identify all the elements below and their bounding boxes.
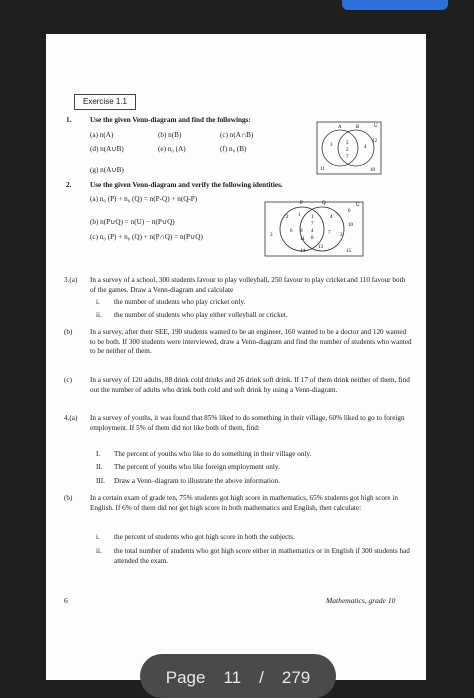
q2-venn-label-q: Q: [322, 201, 326, 206]
q1-venn-n7: 12: [372, 139, 377, 144]
q1-b: (b) n(B): [158, 131, 182, 139]
q1-d: (d) n(A∪B): [90, 145, 124, 153]
q2-venn-v12: 7: [328, 231, 331, 236]
q1-venn-n6: 11: [320, 167, 325, 172]
q1-title: Use the given Venn-diagram and find the followings:: [90, 116, 251, 124]
q2-title: Use the given Venn-diagram and verify the following identities.: [90, 181, 283, 189]
q1-venn-label-u: U: [374, 124, 378, 129]
q2-venn-v11: 9: [300, 229, 303, 234]
q1-number: 1.: [66, 116, 72, 124]
footer-book-title: Mathematics, grade 10: [326, 596, 396, 605]
page-indicator[interactable]: [140, 654, 336, 698]
q3a-number: 3.(a): [64, 276, 78, 284]
q2-c: (c) n₀ (P) + n₀ (Q) + n(P∩Q) = n(P∪Q): [90, 233, 203, 241]
q2-venn-v2: 1: [298, 213, 301, 218]
q4a-i-text: The percent of youths who like to do something in their village only.: [114, 450, 312, 458]
q3b-text: In a survey, after their SEE, 190 students wanted to be an engineer, 160 wanted to be a doctor and 120 wanted to be both. If 300 students were interviewed, draw a Venn-diagram and find the number of students who wanted to be neither of them.: [90, 328, 412, 356]
q2-venn-v16: 14: [300, 249, 305, 254]
q3a-ii-number: ii.: [96, 311, 102, 319]
q1-venn-n3: 2: [346, 148, 349, 153]
q2-venn-v9: 10: [348, 223, 353, 228]
q3b-number: (b): [64, 328, 73, 336]
q4a-i-number: I.: [96, 450, 101, 458]
page-indicator-separator: /: [259, 668, 264, 687]
q1-venn-n2: 5: [346, 141, 349, 146]
q2-venn-v6: 4: [330, 215, 333, 220]
q2-venn-v15: 13: [318, 245, 323, 250]
q2-venn-v5: 4: [311, 229, 314, 234]
q1-c: (c) n(A∩B): [220, 131, 254, 139]
q4b-ii-number: ii.: [96, 547, 102, 555]
q2-venn-v3: 1: [311, 215, 314, 220]
q1-f: (f) n₀ (B): [220, 145, 247, 153]
q2-venn-v17: 15: [346, 249, 351, 254]
q2-venn-v4: 7: [311, 222, 314, 227]
q2-venn-v8: 8: [311, 236, 314, 241]
q4b-i-text: the percent of students who got high score in both the subjects.: [114, 533, 295, 541]
q1-venn-label-a: A: [338, 125, 342, 130]
q2-venn-v10: 11: [300, 237, 305, 242]
q4a-number: 4.(a): [64, 414, 78, 422]
q2-venn-label-u: U: [356, 203, 360, 208]
q1-venn-n1: 3: [330, 143, 333, 148]
q4a-ii-number: II.: [96, 463, 103, 471]
q2-venn-v7: 6: [290, 229, 293, 234]
q1-venn-n8: 10: [370, 168, 375, 173]
q3a-text: In a survey of a school, 300 students favour to play volleyball, 250 favour to play cricket and 110 favour both of the games. Draw a Venn-diagram and calculate: [90, 276, 406, 294]
top-action-button[interactable]: [342, 0, 448, 10]
q2-venn-label-p: P: [300, 201, 303, 206]
viewer-top-bar: [0, 0, 474, 34]
q2-venn-v1: 2: [286, 215, 289, 220]
page-indicator-current: 11: [223, 668, 242, 687]
q1-e: (e) n₀ (A): [158, 145, 186, 153]
q4a-iii-number: III.: [96, 477, 105, 485]
q2-venn-diagram: [264, 196, 364, 258]
q3a-ii-text: the number of students who play either volleyball or cricket.: [114, 311, 288, 319]
q2-venn-v18: 0: [348, 209, 351, 214]
q4a-ii-text: The percent of youths who like foreign employment only.: [114, 463, 280, 471]
q4b-text: In a certain exam of grade ten, 75% students got high score in mathematics, 65% students got high score in English. If 6% of them did not get high score in both mathematics and English, then calculate:: [90, 494, 398, 512]
page-indicator-total: 279: [281, 668, 311, 687]
q1-g: (g) n(A∪B): [90, 166, 124, 174]
exercise-heading: Exercise 1.1: [74, 94, 136, 110]
q2-number: 2.: [66, 181, 72, 189]
q3a-i-number: i.: [96, 298, 100, 306]
q1-venn-n5: 7: [346, 155, 349, 160]
q2-venn-v13: 2: [340, 233, 343, 238]
q2-a: (a) n₀ (P) + n₀ (Q) = n(P-Q) + n(Q-P): [90, 195, 198, 203]
q4a-iii-text: Draw a Venn–diagram to illustrate the above information.: [114, 477, 280, 485]
q2-b: (b) n(P∪Q) = n(U) − n(P∪Q): [90, 218, 175, 226]
document-page: [46, 34, 426, 680]
page-indicator-word: Page: [165, 668, 206, 687]
q1-venn-n4: 4: [364, 145, 367, 150]
q1-a: (a) n(A): [90, 131, 114, 139]
footer-page-number: 6: [64, 596, 68, 605]
q4b-i-number: i.: [96, 533, 100, 541]
q4b-number: (b): [64, 494, 73, 502]
q3c-number: (c): [64, 376, 72, 384]
q4a-text: In a survey of youths, it was found that 85% liked to do something in their village, 60% liked to go to foreign employment. If 5% of them did not like both of them, find:: [90, 414, 405, 432]
q4b-ii-text: the total number of students who got high score either in mathematics or in English if 300 students had attended the exam.: [114, 547, 410, 565]
q3a-i-text: the number of students who play cricket only.: [114, 298, 246, 306]
q3c-text: In a survey of 120 adults, 88 drink cold drinks and 26 drink soft drink. If 17 of them drink neither of them, find out the number of adults who drink both cold and soft drink by using a Venn-diagram.: [90, 376, 410, 394]
q2-venn-v14: 3: [270, 233, 273, 238]
q1-venn-diagram: [316, 118, 382, 176]
q1-venn-label-b: B: [356, 125, 360, 130]
